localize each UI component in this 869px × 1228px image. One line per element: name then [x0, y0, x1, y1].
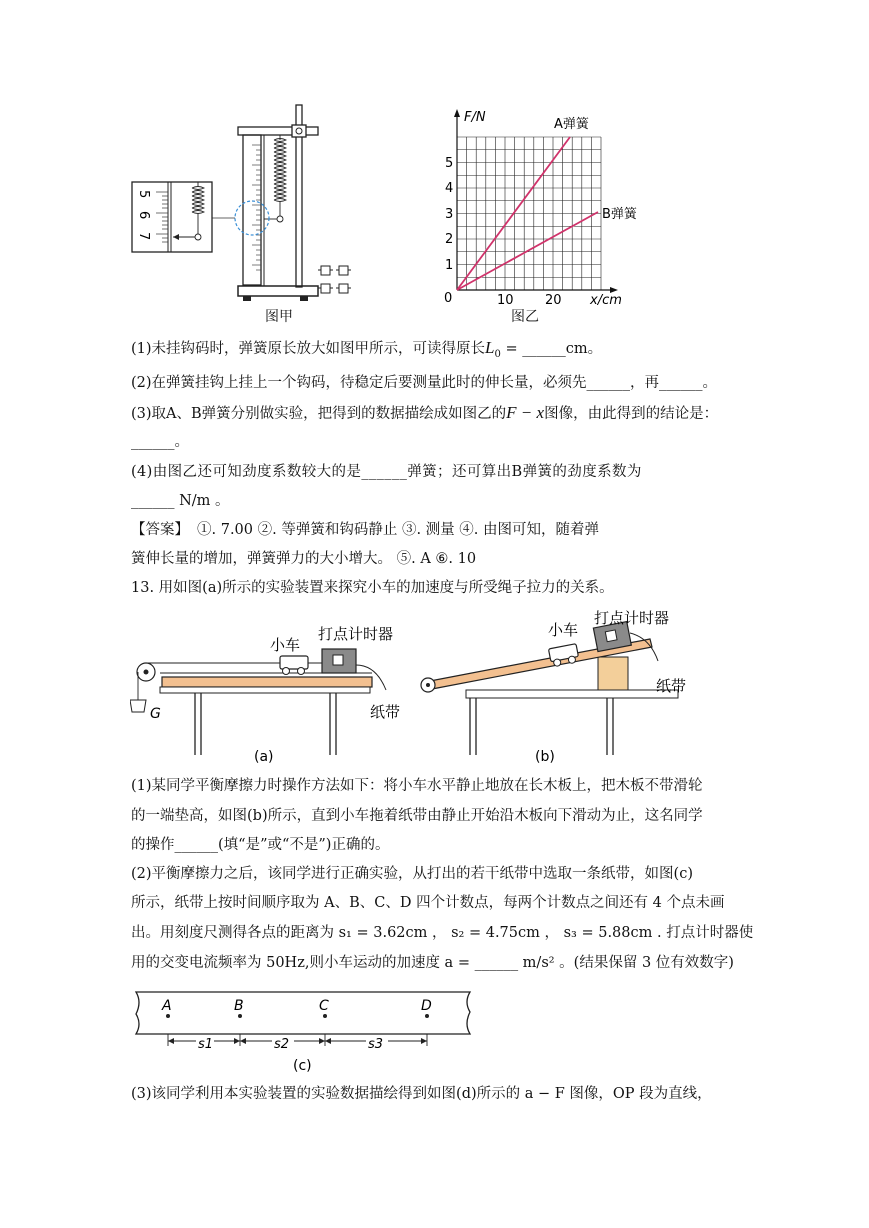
caption-b: (b)	[535, 749, 555, 765]
setup-b	[421, 622, 678, 755]
question-4-tail: ______ N/m 。	[131, 493, 230, 509]
caption-c: (c)	[293, 1058, 312, 1074]
y-tick-5: 5	[445, 156, 454, 171]
figure-apparatus-ab	[130, 605, 690, 767]
scale-number-7: 7	[136, 232, 151, 241]
weight-label: G	[150, 706, 161, 722]
y-tick-1: 1	[445, 258, 454, 273]
point-a: A	[162, 998, 172, 1014]
question-2: (2)在弹簧挂钩上挂上一个钩码，待稳定后要测量此时的伸长量，必须先______，再______。	[131, 375, 718, 391]
point-d: D	[421, 998, 432, 1014]
part-1-line-2: 的一端垫高，如图(b)所示，直到小车拖着纸带由静止开始沿木板向下滑动为止，这名同学	[131, 808, 703, 824]
y-axis-label: F/N	[464, 110, 486, 125]
x-tick-10: 10	[497, 293, 514, 308]
answer-line-1: 【答案】 ①. 7.00 ②. 等弹簧和钩码静止 ③. 测量 ④. 由图可知，随着弹	[131, 522, 599, 538]
tape-label-a: 纸带	[370, 703, 401, 721]
question-13: 13. 用如图(a)所示的实验装置来探究小车的加速度与所受绳子拉力的关系。	[131, 580, 614, 596]
question-4: (4)由图乙还可知劲度系数较大的是______弹簧；还可算出B弹簧的劲度系数为	[131, 464, 642, 480]
y-tick-4: 4	[445, 181, 454, 196]
caption-jia: 图甲	[265, 309, 293, 325]
part-2-line-4: 用的交变电流频率为 50Hz,则小车运动的加速度 a = ______ m/s² 。(结果保留 3 位有效数字)	[131, 955, 734, 971]
segment-s3: s3	[368, 1037, 384, 1052]
scale-number-6: 6	[136, 211, 151, 220]
x-tick-20: 20	[545, 293, 562, 308]
series-line-b	[457, 212, 598, 290]
timer-label-a: 打点计时器	[318, 625, 394, 643]
part-1-line-3: 的操作______(填“是”或“不是”)正确的。	[131, 837, 390, 853]
series-b-label: B弹簧	[602, 207, 637, 222]
timer-label-b: 打点计时器	[594, 609, 670, 627]
question-3: (3)取A、B弹簧分别做实验，把得到的数据描绘成如图乙的F − x图像，由此得到的结论是：	[131, 403, 719, 422]
caption-a: (a)	[254, 749, 274, 765]
answer-tag: 【答案】	[131, 522, 189, 538]
segment-s1: s1	[198, 1037, 214, 1052]
part-2-line-1: (2)平衡摩擦力之后，该同学进行正确实验，从打出的若干纸带中选取一条纸带，如图(c)	[131, 866, 693, 882]
car-label-b: 小车	[548, 621, 579, 639]
y-tick-3: 3	[445, 207, 454, 222]
origin-label: 0	[444, 291, 453, 306]
setup-a	[130, 649, 386, 755]
part-2-line-2: 所示，纸带上按时间顺序取为 A、B、C、D 四个计数点，每两个计数点之间还有 4 个点未画	[131, 895, 725, 911]
scale-number-5: 5	[136, 190, 151, 199]
part-3-line-1: (3)该同学利用本实验装置的实验数据描绘得到如图(d)所示的 a − F 图像，OP 段为直线，	[131, 1086, 712, 1102]
point-b: B	[234, 998, 244, 1014]
figure-tape-c	[128, 988, 473, 1078]
caption-yi: 图乙	[511, 309, 539, 325]
car-label-a: 小车	[270, 636, 301, 654]
part-1-line-1: (1)某同学平衡摩擦力时操作方法如下：将小车水平静止地放在长木板上，把木板不带滑轮	[131, 778, 703, 794]
question-1: (1)未挂钩码时，弹簧原长放大如图甲所示，可读得原长$L_0$ = ______cm。	[131, 338, 603, 360]
figure-apparatus-jia	[128, 100, 388, 325]
answer-line-2: 簧伸长量的增加，弹簧弹力的大小增大。 ⑤. A ⑥. 10	[131, 551, 477, 567]
series-a-label: A弹簧	[554, 117, 589, 132]
question-3-blank: ______。	[131, 434, 189, 450]
tape-label-b: 纸带	[656, 677, 687, 695]
fx-graph	[440, 105, 655, 310]
point-c: C	[319, 998, 329, 1014]
x-axis-label: x/cm	[590, 293, 622, 308]
y-tick-2: 2	[445, 232, 454, 247]
part-2-line-3: 出。用刻度尺测得各点的距离为 s₁ = 3.62cm ， s₂ = 4.75cm ， s₃ = 5.88cm . 打点计时器使	[131, 925, 754, 941]
segment-s2: s2	[274, 1037, 290, 1052]
